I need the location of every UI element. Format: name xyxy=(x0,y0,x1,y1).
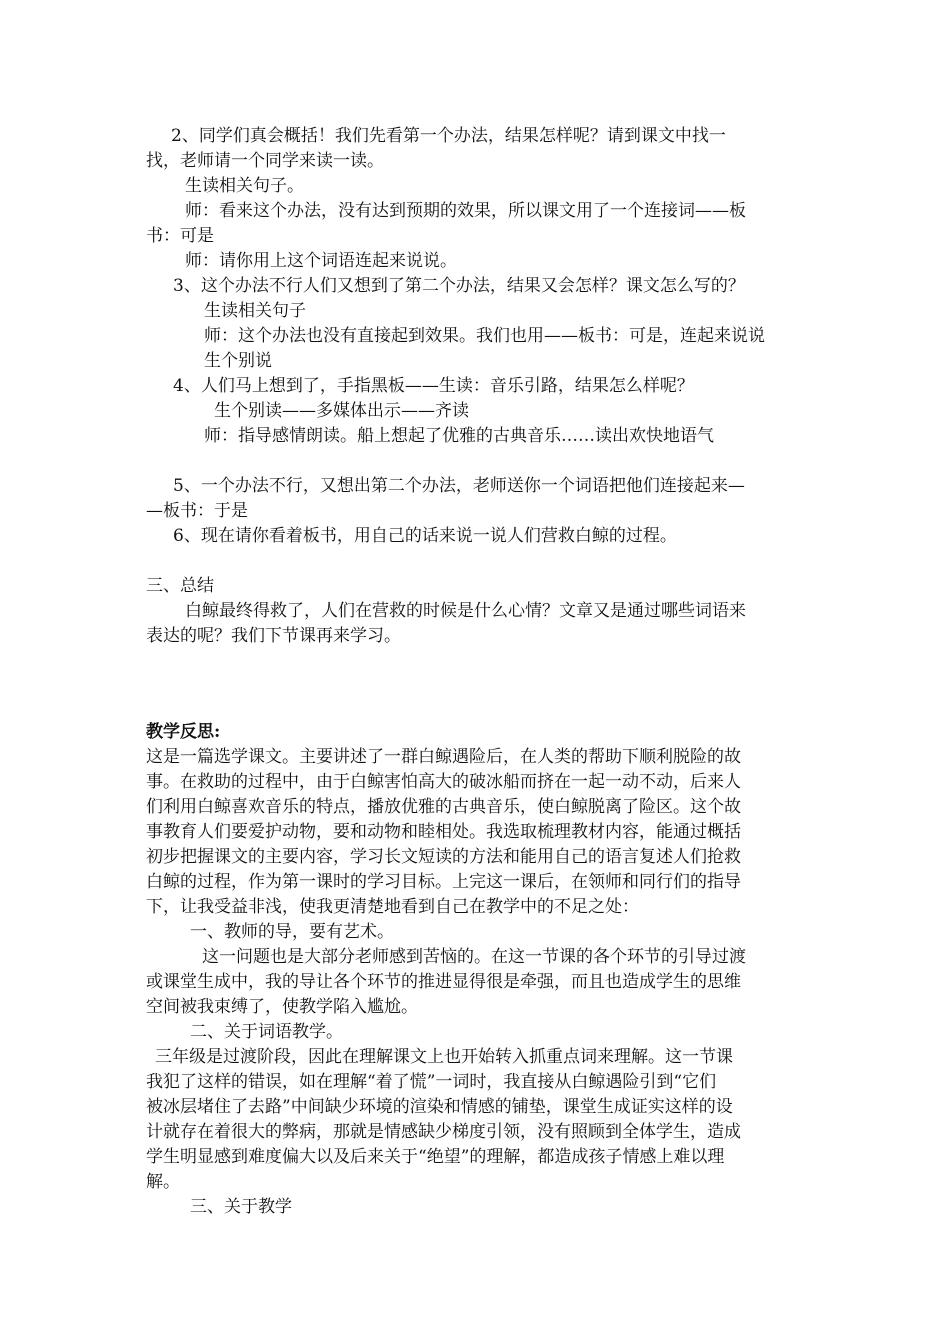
text-line: 6、现在请你看着板书，用自己的话来说一说人们营救白鲸的过程。 xyxy=(173,526,677,546)
text-line: 计就存在着很大的弊病，那就是情感缺少梯度引领，没有照顾到全体学生，造成 xyxy=(146,1122,741,1142)
text-line: 三年级是过渡阶段，因此在理解课文上也开始转入抓重点词来理解。这一节课 xyxy=(155,1047,733,1067)
text-line: 们利用白鲸喜欢音乐的特点，播放优雅的古典音乐，使白鲸脱离了险区。这个故 xyxy=(146,797,741,817)
reflection-heading: 教学反思: xyxy=(146,722,221,742)
text-line: 白鲸的过程，作为第一课时的学习目标。上完这一课后，在领师和同行们的指导 xyxy=(146,872,741,892)
text-line: 白鲸最终得救了，人们在营救的时候是什么心情？文章又是通过哪些词语来 xyxy=(185,601,746,621)
text-line: 5、一个办法不行，又想出第二个办法，老师送你一个词语把他们连接起来— xyxy=(173,476,745,496)
text-line: —板书：于是 xyxy=(146,501,248,521)
text-line: 找，老师请一个同学来读一读。 xyxy=(146,151,384,171)
text-line: 解。 xyxy=(146,1172,180,1192)
subsection-heading: 二、关于词语教学。 xyxy=(190,1022,343,1042)
text-line: 被冰层堵住了去路”中间缺少环境的渲染和情感的铺垫，课堂生成证实这样的设 xyxy=(146,1097,733,1117)
text-line: 事。在救助的过程中，由于白鲸害怕高大的破冰船而挤在一起一动不动，后来人 xyxy=(146,772,741,792)
text-line: 表达的呢？我们下节课再来学习。 xyxy=(146,626,401,646)
text-line: 师：这个办法也没有直接起到效果。我们也用——板书：可是，连起来说说 xyxy=(204,326,765,346)
text-line: 事教育人们要爱护动物，要和动物和睦相处。我选取梳理教材内容，能通过概括 xyxy=(146,822,741,842)
section-heading: 三、总结 xyxy=(146,576,214,596)
text-line: 2、同学们真会概括！我们先看第一个办法，结果怎样呢？请到课文中找一 xyxy=(171,126,726,146)
text-line: 师：看来这个办法，没有达到预期的效果，所以课文用了一个连接词——板 xyxy=(185,201,746,221)
text-line: 这一问题也是大部分老师感到苦恼的。在这一节课的各个环节的引导过渡 xyxy=(202,947,746,967)
text-line: 空间被我束缚了，使教学陷入尴尬。 xyxy=(146,997,418,1017)
text-line: 生个别说 xyxy=(204,351,272,371)
text-line: 或课堂生成中，我的导让各个环节的推进显得很是牵强，而且也造成学生的思维 xyxy=(146,972,741,992)
text-line: 下，让我受益非浅，使我更清楚地看到自己在教学中的不足之处： xyxy=(146,897,639,917)
text-line: 4、人们马上想到了，手指黑板——生读：音乐引路，结果怎么样呢？ xyxy=(173,376,694,396)
text-line: 师：指导感情朗读。船上想起了优雅的古典音乐……读出欢快地语气 xyxy=(204,426,714,446)
text-line: 我犯了这样的错误，如在理解“着了慌”一词时，我直接从白鲸遇险引到“它们 xyxy=(146,1072,717,1092)
text-line: 3、这个办法不行人们又想到了第二个办法，结果又会怎样？课文怎么写的？ xyxy=(173,276,745,296)
text-line: 生个别读——多媒体出示——齐读 xyxy=(214,401,469,421)
subsection-heading: 三、关于教学 xyxy=(190,1197,292,1217)
text-line: 这是一篇选学课文。主要讲述了一群白鲸遇险后，在人类的帮助下顺利脱险的故 xyxy=(146,747,741,767)
text-line: 生读相关句子。 xyxy=(185,176,304,196)
text-line: 生读相关句子 xyxy=(204,301,306,321)
text-line: 师：请你用上这个词语连起来说说。 xyxy=(185,251,457,271)
text-line: 学生明显感到难度偏大以及后来关于“绝望”的理解，都造成孩子情感上难以理 xyxy=(146,1147,725,1167)
subsection-heading: 一、教师的导，要有艺术。 xyxy=(190,922,394,942)
text-line: 书：可是 xyxy=(146,226,214,246)
text-line: 初步把握课文的主要内容，学习长文短读的方法和能用自己的语言复述人们抢救 xyxy=(146,847,741,867)
